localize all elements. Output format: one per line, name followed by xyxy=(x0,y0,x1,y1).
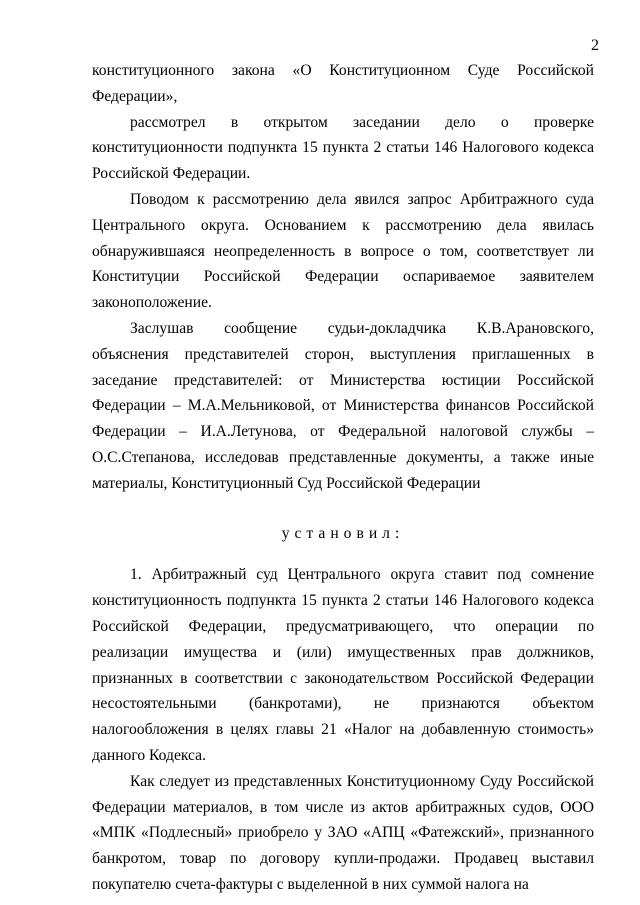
paragraph-materials: Как следует из представленных Конституционному Суду Российской Федерации материалов, в том числе из актов арбитражных судов, ООО «МПК «Подлесный» приобрело у ЗАО «АПЦ «Фатежский», признанного банкротом, товар по договору купли-продажи. Продавец выставил покупателю счета-фактуры с выделенной в них суммой налога на xyxy=(92,772,594,893)
section-heading: установил: xyxy=(281,524,405,542)
document-body xyxy=(92,58,594,898)
page-number: 2 xyxy=(591,37,599,54)
paragraph-hearing: Заслушав сообщение судьи-докладчика К.В.Арановского, объяснения представителей сторон, выступления приглашенных в заседание представителей: от Министерства юстиции Российской Федерации – М.А.Мельниковой, от Министерства финансов Российской Федерации – И.А.Летунова, от Федеральной налоговой службы – О.С.Степанова, исследовав представленные документы, а также иные материалы, Конституционный Суд Российской Федерации xyxy=(92,319,594,492)
paragraph-claim: 1. Арбитражный суд Центрального округа ставит под сомнение конституционность подпункта 15 пункта 2 статьи 146 Налогового кодекса Российской Федерации, предусматривающего, что операции по реализации имущества и (или) имущественных прав должников, признанных в соответствии с законодательством Российской Федерации несостоятельными (банкротами), не признаются объектом налогообложения в целях главы 21 «Налог на добавленную стоимость» данного Кодекса. xyxy=(92,566,594,764)
paragraph-intro-continuation: конституционного закона «О Конституционном Суде Российской Федерации», xyxy=(92,62,594,105)
paragraph-considered: рассмотрел в открытом заседании дело о проверке конституционности подпункта 15 пункта 2 статьи 146 Налогового кодекса Российской Федерации. xyxy=(92,113,594,183)
paragraph-reason: Поводом к рассмотрению дела явился запрос Арбитражного суда Центрального округа. Основанием к рассмотрению дела явилась обнаружившаяся неопределенность в вопросе о том, соответствует ли Конституции Российской Федерации оспариваемое заявителем законоположение. xyxy=(92,190,594,312)
